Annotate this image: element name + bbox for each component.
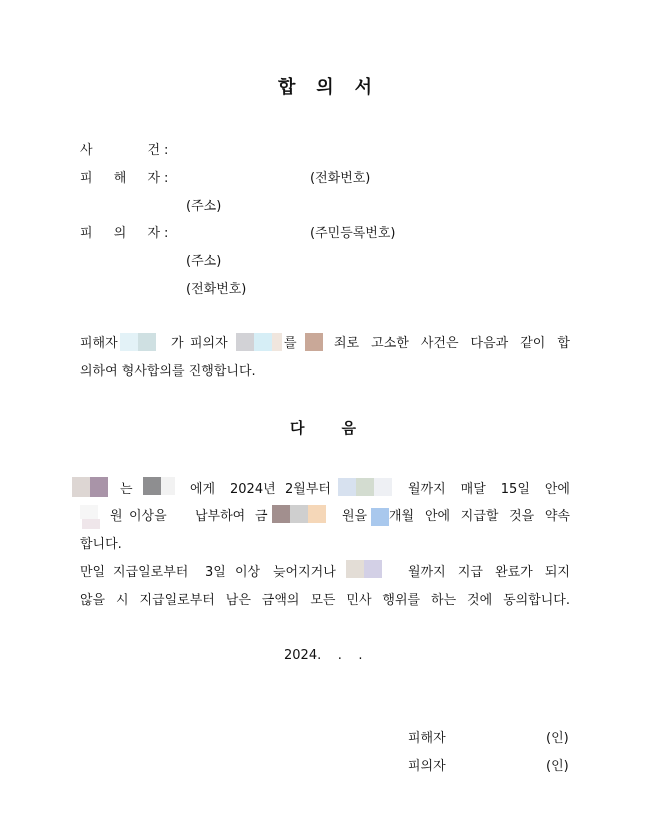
terms-word: 에게 [190,482,216,497]
intro-word: 를 [284,336,297,351]
signature-seal-victim: (인) [546,731,569,746]
victim-colon: : [164,171,169,186]
terms-word: 이상 [235,565,261,580]
terms-line3: 합니다. [80,537,122,552]
suspect-colon: : [164,226,169,241]
suspect-resident-no: (주민등록번호) [310,226,396,241]
suspect-address: (주소) [186,254,222,269]
case-colon: : [164,143,169,158]
signature-role-suspect: 피의자 [408,759,446,774]
suspect-phone: (전화번호) [186,282,247,297]
terms-word: 2월부터 [285,482,331,497]
victim-address: (주소) [186,199,222,214]
suspect-label: 피 의 자 [80,226,160,241]
case-label: 사 건 [80,143,160,158]
terms-word: 금 [255,509,268,524]
section-heading: 다 음 [290,419,356,437]
terms-line4-rest: 월까지 지급 완료가 되지 [408,565,570,580]
terms-word: 납부하여 [195,509,246,524]
terms-word: 3일 [205,565,226,580]
victim-label: 피 해 자 [80,171,160,186]
intro-word: 피해자 [80,336,118,351]
terms-word: 만일 [80,565,106,580]
terms-line2-rest: 안에 지급할 것을 약속 [425,509,570,524]
victim-phone: (전화번호) [310,171,371,186]
document-title [278,77,372,98]
document-date: 2024. . . [284,648,363,663]
terms-word: 원 [110,509,123,524]
terms-word: 개월 [389,509,415,524]
title-char: 의 [316,77,334,98]
intro-word: 가 [171,336,184,351]
intro-word: 피의자 [190,336,228,351]
title-char: 서 [354,77,372,98]
title-char: 합 [278,77,296,98]
terms-word: 늦어지거나 [273,565,336,580]
intro-line1-rest: 죄로 고소한 사건은 다음과 같이 합 [334,336,570,351]
terms-line1-rest: 월까지 매달 15일 안에 [408,482,570,497]
terms-word: 원을 [342,509,368,524]
intro-line2: 의하여 형사합의를 진행합니다. [80,364,256,379]
terms-word: 지급일로부터 [113,565,189,580]
terms-word: 이상을 [129,509,167,524]
signature-seal-suspect: (인) [546,759,569,774]
terms-word: 2024년 [230,482,276,497]
signature-role-victim: 피해자 [408,731,446,746]
terms-word: 는 [120,482,133,497]
terms-line5: 않을 시 지급일로부터 남은 금액의 모든 민사 행위를 하는 것에 동의합니다. [80,593,570,608]
